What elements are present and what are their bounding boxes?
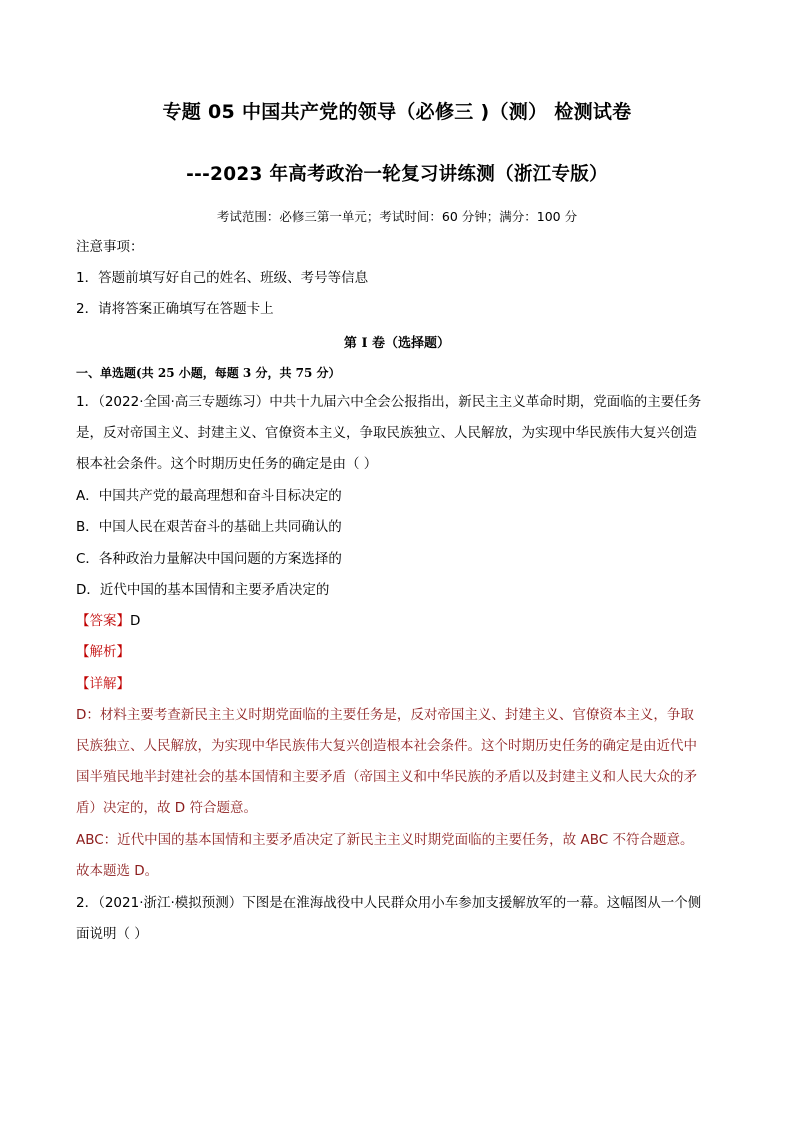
option-b: B．中国人民在艰苦奋斗的基础上共同确认的 [76,519,342,535]
analysis-label: 【解析】 [76,644,130,660]
notes-heading: 注意事项： [76,239,144,255]
question-1-line: 1．（2022·全国·高三专题练习）中共十九届六中全会公报指出，新民主主义革命时期，党面临的主要任务 [76,394,702,410]
detail-line: D：材料主要考查新民主主义时期党面临的主要任务是，反对帝国主义、封建主义、官僚资本主义，争取 [76,707,694,723]
answer-value: D [130,613,141,629]
detail-line: ABC：近代中国的基本国情和主要矛盾决定了新民主主义时期党面临的主要任务，故 ABC 不符合题意。 [76,832,694,848]
question-1-line: 根本社会条件。这个时期历史任务的确定是由（ ） [76,456,378,472]
document-title: 专题 05 中国共产党的领导（必修三 )（测） 检测试卷 [162,101,632,123]
question-1-line: 是，反对帝国主义、封建主义、官僚资本主义，争取民族独立、人民解放，为实现中华民族伟大复兴创造 [76,425,697,441]
part-title: 第 I 卷（选择题） [343,336,451,351]
detail-line: 国半殖民地半封建社会的基本国情和主要矛盾（帝国主义和中华民族的矛盾以及封建主义和人民大众的矛 [76,769,697,785]
note-item: 2．请将答案正确填写在答题卡上 [76,301,274,317]
option-d: D．近代中国的基本国情和主要矛盾决定的 [76,582,330,598]
answer-row [76,606,726,637]
detail-line: 故本题选 D。 [76,863,159,879]
question-2-line: 2．（2021·浙江·模拟预测）下图是在淮海战役中人民群众用小车参加支援解放军的一幕。这幅图从一个侧 [76,895,702,911]
question-2-line: 面说明（ ） [76,926,148,942]
section-heading: 一、单选题(共 25 小题，每题 3 分，共 75 分） [76,366,341,380]
answer-label: 【答案】 [76,613,130,629]
detail-line: 民族独立、人民解放，为实现中华民族伟大复兴创造根本社会条件。这个时期历史任务的确定是由近代中 [76,738,697,754]
exam-scope: 考试范围：必修三第一单元；考试时间：60 分钟；满分：100 分 [216,209,578,224]
detail-line: 盾）决定的，故 D 符合题意。 [76,800,257,816]
option-a: A．中国共产党的最高理想和奋斗目标决定的 [76,488,342,504]
option-c: C．各种政治力量解决中国问题的方案选择的 [76,551,342,567]
document-subtitle: ---2023 年高考政治一轮复习讲练测（浙江专版） [186,164,608,185]
detail-label: 【详解】 [76,676,130,692]
note-item: 1．答题前填写好自己的姓名、班级、考号等信息 [76,270,369,286]
